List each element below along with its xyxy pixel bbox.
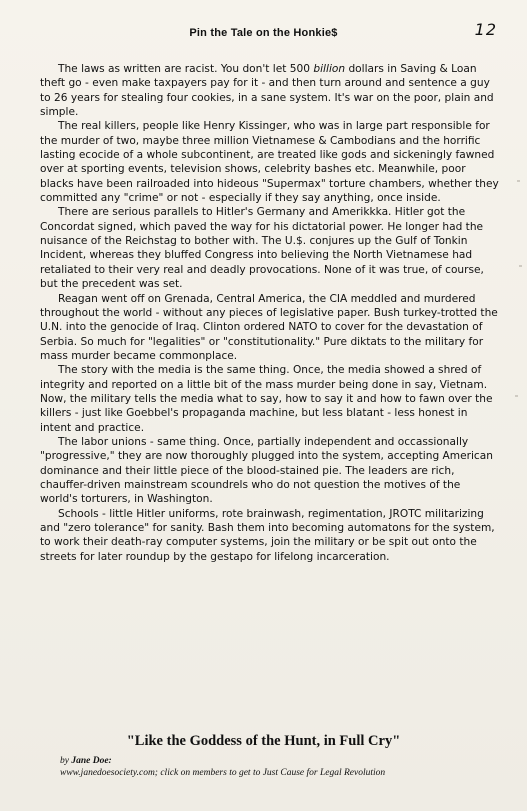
byline-link-line: www.janedoesociety.com; click on members to get to Just Cause for Legal Revolution [60, 768, 386, 778]
byline-author-line: by Jane Doe: [60, 756, 112, 766]
paragraph: The story with the media is the same thing. Once, the media showed a shred of integrity and reported on a little bit of the mass murder being done in say, Vietnam. Now, the military tells the media what to say, how to say it and how to fawn over the killers - just like Goebbel's propaganda machine, but less blatant - less honest in intent and practice. [40, 364, 493, 434]
page-number: 12 [474, 20, 497, 39]
closing-quote-title: "Like the Goddess of the Hunt, in Full Cry" [126, 733, 401, 749]
paragraph: The labor unions - same thing. Once, partially independent and occassionally "progressive," they are now thoroughly plugged into the system, accepting American dominance and their little piece of the blood-stained pie. The leaders are rich, chauffer-driven mainstream scoundrels who do not question the motives of the world's torturers, in Washington. [40, 435, 493, 506]
paragraph: There are serious parallels to Hitler's Germany and Amerikkka. Hitler got the Concordat signed, which paved the way for his dictatorial power. He longer had the nuisance of the Reichstag to bother with. The U.$. conjures up the Gulf of Tonkin Incident, whereas they bluffed Congress into believing the North Vietnamese had retaliated to their very real and deadly provocations. None of it was true, of course, but the precedent was set. [40, 206, 484, 291]
paragraph: The laws as written are racist. You don't let 500 billion dollars in Saving & Loan theft go - even make taxpayers pay for it - and then turn around and sentence a guy to 26 years for stealing four cookies, in a sane system. It's war on the poor, plain and simple. [40, 63, 494, 119]
byline [60, 755, 385, 779]
scan-artifact [515, 395, 518, 397]
paragraph: The real killers, people like Henry Kissinger, who was in large part responsible for the murder of two, maybe three million Vietnamese & Cambodians and the horrific lasting ecocide of a whole subcontinent, are treated like gods and sickeningly fawned over at sporting events, television shows, celebrity bashes etc. Meanwhile, poor blacks have been railroaded into hideous "Supermax" torture chambers, whether they committed any "crime" or not - especially if they say anything, once inside. [40, 120, 499, 205]
running-header-title: Pin the Tale on the Honkie$ [189, 27, 338, 39]
scan-artifact [517, 180, 520, 182]
paragraph: Reagan went off on Grenada, Central America, the CIA meddled and murdered throughout the world - without any pieces of legislative paper. Bush turkey-trotted the U.N. into the genocide of Iraq. Clinton ordered NATO to cover for the devastation of Serbia. So much for "legalities" or "constitutionality." Pure diktats to the military for mass murder became commonplace. [40, 292, 498, 362]
article-body [40, 62, 500, 564]
scan-artifact [519, 265, 522, 267]
paragraph: Schools - little Hitler uniforms, rote brainwash, regimentation, JROTC militarizing and "zero tolerance" for sanity. Bash them into becoming automatons for the system, to work their death-ray computer systems, join the military or be spit out onto the streets for later roundup by the gestapo for lifelong incarceration. [40, 507, 495, 563]
author-name: Jane Doe: [71, 756, 112, 766]
